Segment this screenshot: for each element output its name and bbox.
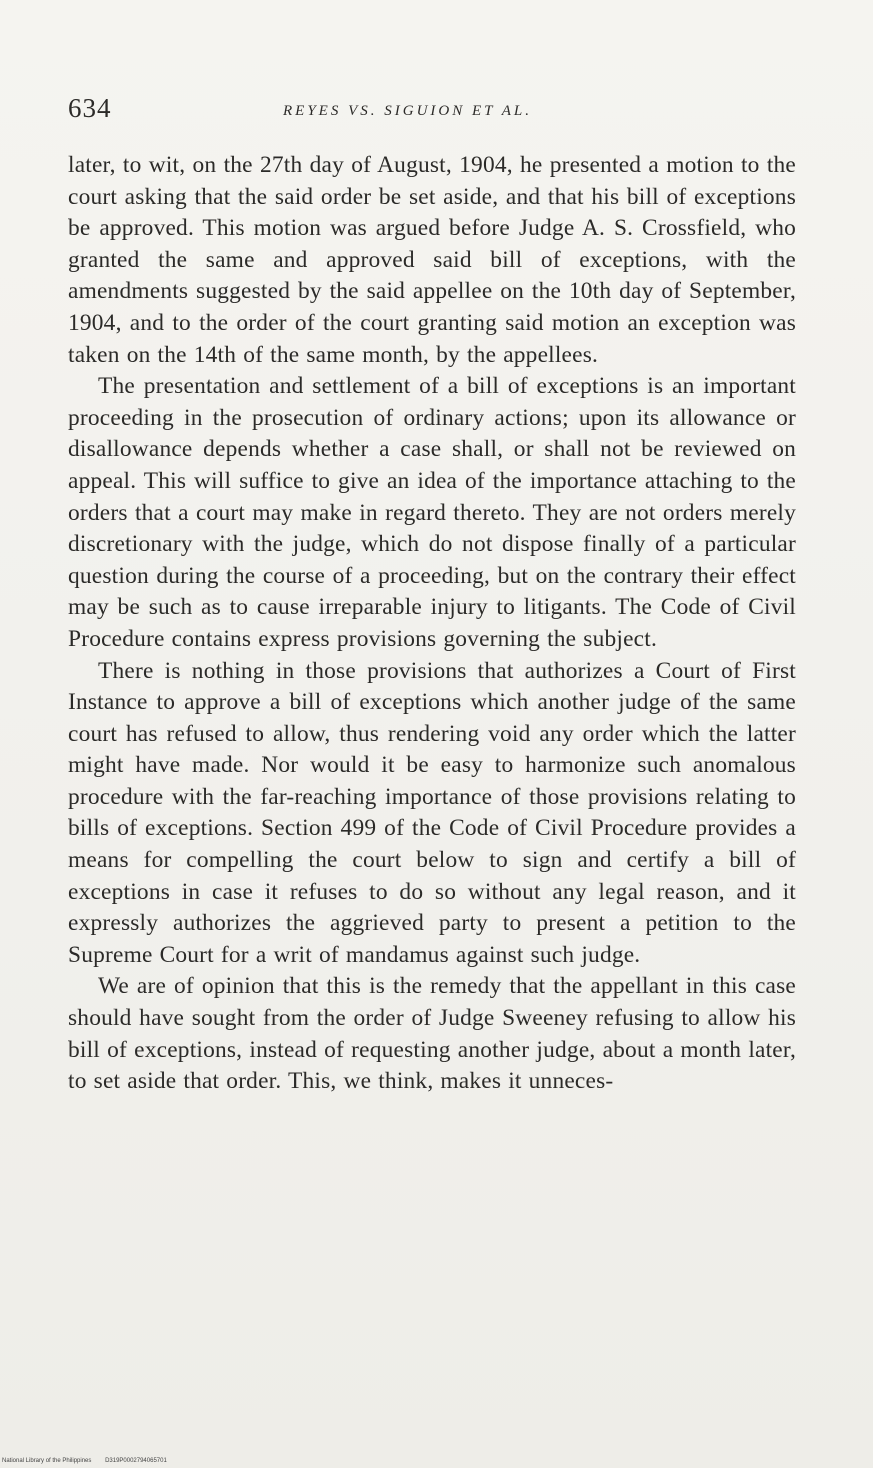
paragraph-1: later, to wit, on the 27th day of August, 1904, he presented a motion to the court asking that the said order be set aside, and that his bill of exceptions be approved. This motion was argued before Judge A. S. Crossfield, who granted the same and approved said bill of exceptions, with the amendments suggested by the said appellee on the 10th day of September, 1904, and to the order of the court granting said motion an exception was taken on the 14th of the same month, by the appellees.	[68, 152, 796, 368]
paragraph-3: There is nothing in those provisions that authorizes a Court of First Instance to approve a bill of exceptions which another judge of the same court has refused to allow, thus rendering void any order which the latter might have made. Nor would it be easy to harmonize such anomalous procedure with the far-reaching importance of those provisions relating to bills of exceptions. Section 499 of the Code of Civil Procedure provides a means for compelling the court below to sign and certify a bill of exceptions in case it refuses to do so without any legal reason, and it expressly authorizes the aggrieved party to present a petition to the Supreme Court for a writ of mandamus against such judge.	[68, 657, 796, 968]
page-number: 634	[68, 93, 112, 123]
paragraph-4: We are of opinion that this is the remedy that the appellant in this case should have sought from the order of Judge Sweeney refusing to allow his bill of exceptions, instead of requesting another judge, about a month later, to set aside that order. This, we think, makes it unneces-	[68, 973, 796, 1095]
paragraph-2: The presentation and settlement of a bill of exceptions is an important proceeding in the prosecution of ordinary actions; upon its allowance or disallowance depends whether a case shall, or shall not be reviewed on appeal. This will suffice to give an idea of the importance attaching to the orders that a court may make in regard thereto. They are not orders merely discretionary with the judge, which do not dispose finally of a particular question during the course of a proceeding, but on the contrary their effect may be such as to cause irreparable injury to litigants. The Code of Civil Procedure contains express provisions governing the subject.	[68, 373, 796, 652]
library-credit: National Library of the Philippines	[2, 1458, 92, 1464]
body-text	[68, 150, 796, 1098]
scan-footer	[2, 1458, 179, 1464]
page-header	[68, 93, 808, 129]
scan-code: D319P0002794065701	[105, 1458, 167, 1464]
running-head: REYES VS. SIGUION ET AL.	[283, 103, 532, 119]
